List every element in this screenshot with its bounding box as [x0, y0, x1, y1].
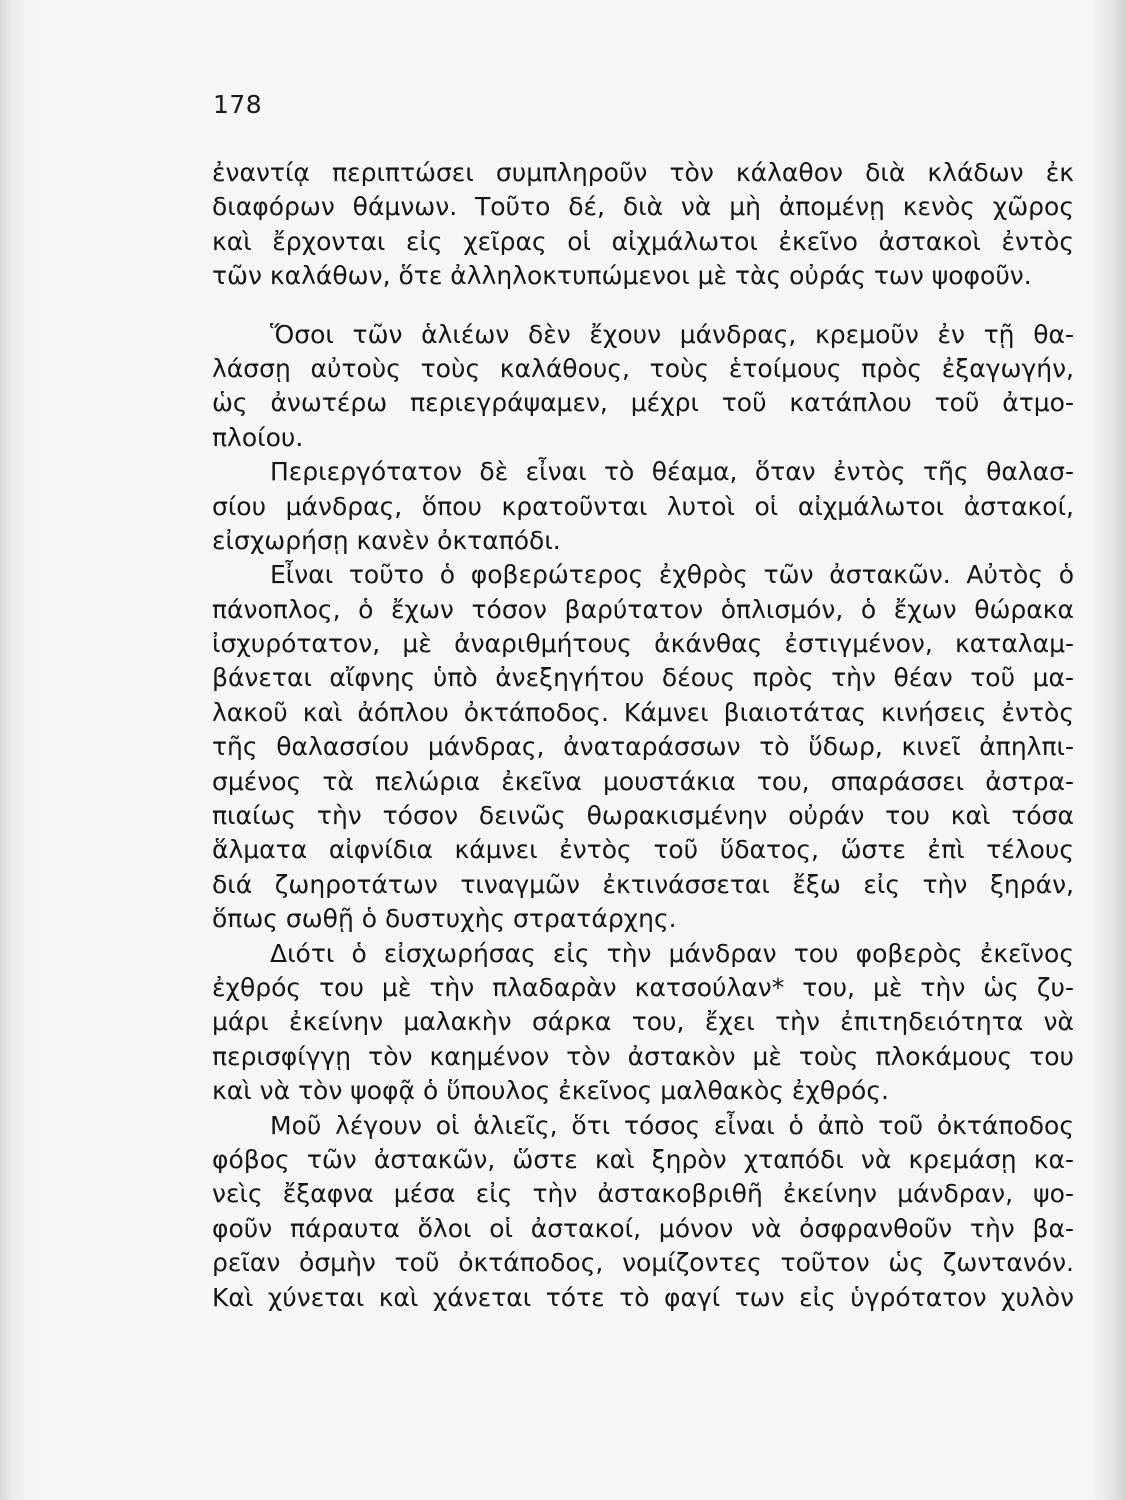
- text-line: Διότι ὁ εἰσχωρήσας εἰς τὴν μάνδραν του φοβερὸς ἐκεῖνος: [270, 938, 1074, 968]
- text-line: πλοίου.: [212, 422, 304, 452]
- text-line: σίου μάνδρας, ὅπου κρατοῦνται λυτοὶ οἱ αἰχμάλωτοι ἀστακοί,: [212, 491, 1074, 521]
- text-line: σμένος τὰ πελώρια ἐκεῖνα μουστάκια του, σπαράσσει ἀστρα-: [212, 766, 1074, 796]
- text-line: μάρι ἐκείνην μαλακὴν σάρκα του, ἔχει τὴν ἐπιτηδειότητα νὰ: [212, 1007, 1074, 1037]
- text-line: λάσσῃ αὐτοὺς τοὺς καλάθους, τοὺς ἑτοίμους πρὸς ἐξαγωγήν,: [212, 353, 1074, 383]
- text-line: νεὶς ἔξαφνα μέσα εἰς τὴν ἀστακοβριθῆ ἐκείνην μάνδραν, ψο-: [212, 1179, 1074, 1209]
- text-line: τῆς θαλασσίου μάνδρας, ἀναταράσσων τὸ ὕδωρ, κινεῖ ἀπηλπι-: [212, 732, 1074, 762]
- text-line: φόβος τῶν ἀστακῶν, ὥστε καὶ ξηρὸν χταπόδι νὰ κρεμάσῃ κα-: [212, 1144, 1074, 1174]
- text-line: καὶ νὰ τὸν ψοφᾷ ὁ ὕπουλος ἐκεῖνος μαλθακὸς ἐχθρός.: [212, 1076, 889, 1106]
- text-line: διαφόρων θάμνων. Τοῦτο δέ, διὰ νὰ μὴ ἀπομένῃ κενὸς χῶρος: [212, 192, 1074, 222]
- text-line: ὡς ἀνωτέρω περιεγράψαμεν, μέχρι τοῦ κατάπλου τοῦ ἀτμο-: [212, 388, 1074, 418]
- text-line: Καὶ χύνεται καὶ χάνεται τότε τὸ φαγί των εἰς ὑγρότατον χυλὸν: [212, 1282, 1074, 1312]
- text-line: πάνοπλος, ὁ ἔχων τόσον βαρύτατον ὁπλισμόν, ὁ ἔχων θώρακα: [212, 594, 1074, 624]
- text-line: εἰσχωρήσῃ κανὲν ὀκταπόδι.: [212, 525, 561, 555]
- text-line: λακοῦ καὶ ἀόπλου ὀκτάποδος. Κάμνει βιαιοτάτας κινήσεις ἐντὸς: [212, 697, 1074, 727]
- text-line: βάνεται αἴφνης ὑπὸ ἀνεξηγήτου δέους πρὸς τὴν θέαν τοῦ μα-: [212, 663, 1074, 693]
- text-line: τῶν καλάθων, ὅτε ἀλληλοκτυπώμενοι μὲ τὰς οὐράς των ψοφοῦν.: [212, 261, 1032, 291]
- text-line: περισφίγγῃ τὸν καημένον τὸν ἀστακὸν μὲ τοὺς πλοκάμους του: [212, 1041, 1074, 1071]
- text-line: ἰσχυρότατον, μὲ ἀναριθμήτους ἀκάνθας ἐστιγμένον, καταλαμ-: [212, 629, 1074, 659]
- text-line: ρεῖαν ὀσμὴν τοῦ ὀκτάποδος, νομίζοντες τοῦτον ὡς ζωντανόν.: [212, 1248, 1074, 1278]
- text-line: Περιεργότατον δὲ εἶναι τὸ θέαμα, ὅταν ἐντὸς τῆς θαλασ-: [270, 457, 1074, 487]
- text-line: Ὅσοι τῶν ἁλιέων δὲν ἔχουν μάνδρας, κρεμοῦν ἐν τῇ θα-: [270, 319, 1074, 349]
- paragraph-gap: [212, 294, 1074, 318]
- text-line: καὶ ἔρχονται εἰς χεῖρας οἱ αἰχμάλωτοι ἐκεῖνο ἀστακοὶ ἐντὸς: [212, 226, 1074, 256]
- text-line: ὅπως σωθῇ ὁ δυστυχὴς στρατάρχης.: [212, 904, 677, 934]
- text-line: διά ζωηροτάτων τιναγμῶν ἐκτινάσσεται ἔξω εἰς τὴν ξηράν,: [212, 869, 1074, 899]
- text-line: ἐχθρός του μὲ τὴν πλαδαρὰν κατσούλαν* του, μὲ τὴν ὡς ζυ-: [212, 972, 1074, 1002]
- text-line: ἅλματα αἰφνίδια κάμνει ἐντὸς τοῦ ὕδατος, ὥστε ἐπὶ τέλους: [212, 835, 1074, 865]
- text-line: ἐναντίᾳ περιπτώσει συμπληροῦν τὸν κάλαθον διὰ κλάδων ἐκ: [212, 158, 1074, 187]
- text-line: Μοῦ λέγουν οἱ ἁλιεῖς, ὅτι τόσος εἶναι ὁ ἀπὸ τοῦ ὀκτάποδος: [270, 1110, 1074, 1140]
- body-text: [212, 156, 1074, 1315]
- text-line: φοῦν πάραυτα ὅλοι οἱ ἀστακοί, μόνον νὰ ὀσφρανθοῦν τὴν βα-: [212, 1213, 1074, 1243]
- text-line: πιαίως τὴν τόσον δεινῶς θωρακισμένην οὐράν του καὶ τόσα: [212, 801, 1074, 831]
- page-number: 178: [213, 90, 263, 119]
- text-line: Εἶναι τοῦτο ὁ φοβερώτερος ἐχθρὸς τῶν ἀστακῶν. Αὐτὸς ὁ: [270, 560, 1074, 590]
